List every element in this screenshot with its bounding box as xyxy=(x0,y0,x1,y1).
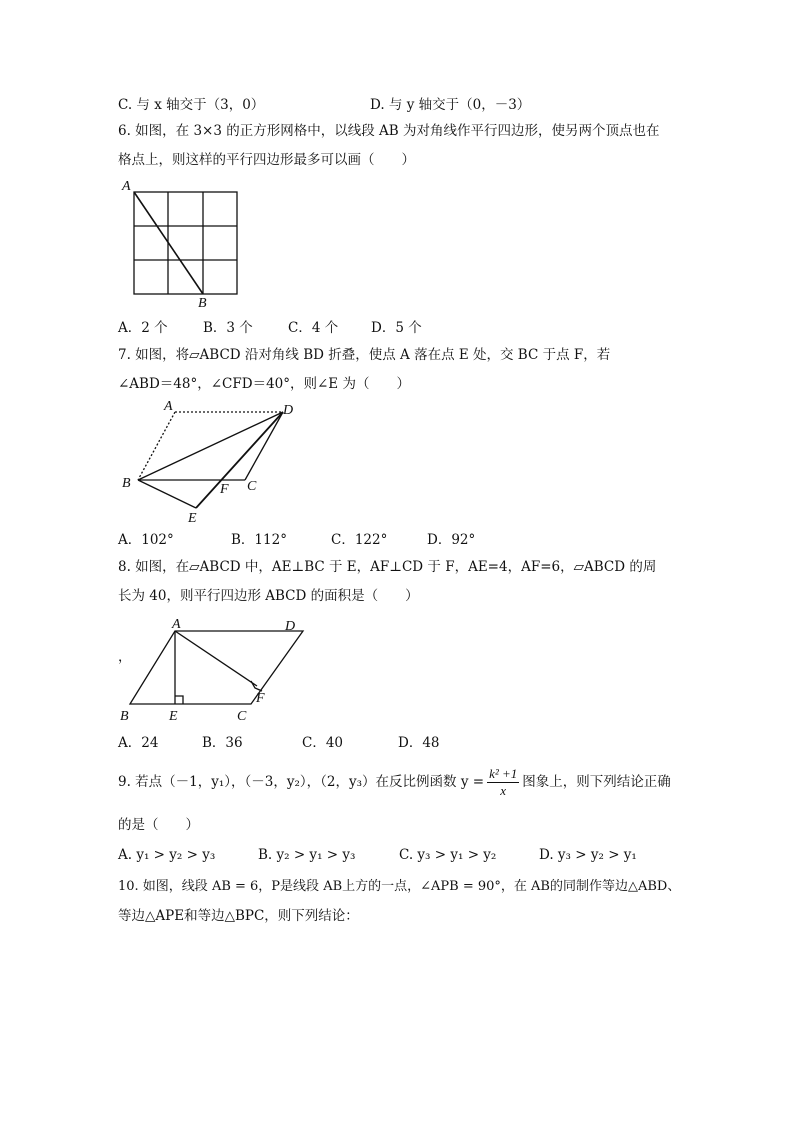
q7-label-e: E xyxy=(188,511,197,526)
q9-stem-line2: 的是（ ） xyxy=(118,817,199,833)
q6-option-b: B．3 个 xyxy=(203,320,253,336)
q6-stem-line1: 6. 如图，在 3×3 的正方形网格中，以线段 AB 为对角线作平行四边形，使另两个顶点也在 xyxy=(118,123,660,139)
q6-option-c: C．4 个 xyxy=(288,320,339,336)
q7-option-b: B．112° xyxy=(231,532,287,548)
q7-label-c: C xyxy=(247,479,257,494)
q5-option-c: C. 与 x 轴交于（3，0） xyxy=(118,97,265,113)
q8-option-c: C．40 xyxy=(302,735,344,751)
q7-fold-figure xyxy=(118,398,303,526)
q8-label-f: F xyxy=(256,691,265,706)
q10-stem-line1: 10. 如图，线段 AB = 6，P是线段 AB上方的一点，∠APB = 90°，在 AB的同制作等边△ABD、 xyxy=(118,879,681,894)
q7-option-a: A．102° xyxy=(118,532,174,548)
q9-option-a: A. y₁ > y₂ > y₃ xyxy=(118,847,216,863)
q5-option-d: D. 与 y 轴交于（0，－3） xyxy=(370,97,531,113)
q8-label-a: A xyxy=(172,617,181,632)
q8-option-a: A．24 xyxy=(118,735,159,751)
q8-stray-comma: ， xyxy=(118,649,132,665)
q9-stem-line1 xyxy=(118,762,671,802)
q6-grid-figure xyxy=(118,176,248,311)
q7-label-d: D xyxy=(283,403,294,418)
q9-fraction-numerator: k² +1 xyxy=(489,766,518,781)
q10-stem-line2: 等边△APE和等边△BPC，则下列结论： xyxy=(118,908,359,924)
q6-label-a: A xyxy=(122,179,131,194)
q7-label-a: A xyxy=(164,399,173,414)
q6-stem-line2: 格点上，则这样的平行四边形最多可以画（ ） xyxy=(118,152,415,168)
q9-fraction xyxy=(487,766,519,799)
q8-stem-line2: 长为 40，则平行四边形 ABCD 的面积是（ ） xyxy=(118,588,419,604)
q7-stem-line2: ∠ABD＝48°，∠CFD＝40°，则∠E 为（ ） xyxy=(118,376,410,392)
q8-label-c: C xyxy=(237,709,247,724)
q9-fraction-denominator: x xyxy=(500,783,507,798)
q7-label-f: F xyxy=(220,482,229,497)
q8-option-b: B．36 xyxy=(202,735,243,751)
q8-option-d: D．48 xyxy=(398,735,440,751)
q6-option-a: A．2 个 xyxy=(118,320,168,336)
q9-option-c: C. y₃ > y₁ > y₂ xyxy=(399,847,497,863)
q7-stem-line1: 7. 如图，将▱ABCD 沿对角线 BD 折叠，使点 A 落在点 E 处，交 BC 于点 F，若 xyxy=(118,347,611,363)
q6-option-d: D．5 个 xyxy=(371,320,422,336)
q7-label-b: B xyxy=(122,476,131,491)
q8-label-d: D xyxy=(285,619,296,634)
q7-option-d: D．92° xyxy=(427,532,476,548)
q6-label-b: B xyxy=(198,296,207,311)
q8-label-b: B xyxy=(120,709,129,724)
q8-stem-line1: 8. 如图，在▱ABCD 中，AE⊥BC 于 E，AF⊥CD 于 F，AE=4，AF=6，▱ABCD 的周 xyxy=(118,559,657,575)
q9-stem-post: 图象上，则下列结论正确 xyxy=(522,774,671,790)
q7-option-c: C．122° xyxy=(331,532,388,548)
q8-label-e: E xyxy=(169,709,178,724)
q9-option-b: B. y₂ > y₁ > y₃ xyxy=(258,847,356,863)
q9-stem-pre: 9. 若点（－1，y₁），（－3，y₂），（2，y₃）在反比例函数 y = xyxy=(118,774,485,790)
q9-option-d: D. y₃ > y₂ > y₁ xyxy=(539,847,637,863)
q8-parallelogram-figure xyxy=(118,614,308,726)
